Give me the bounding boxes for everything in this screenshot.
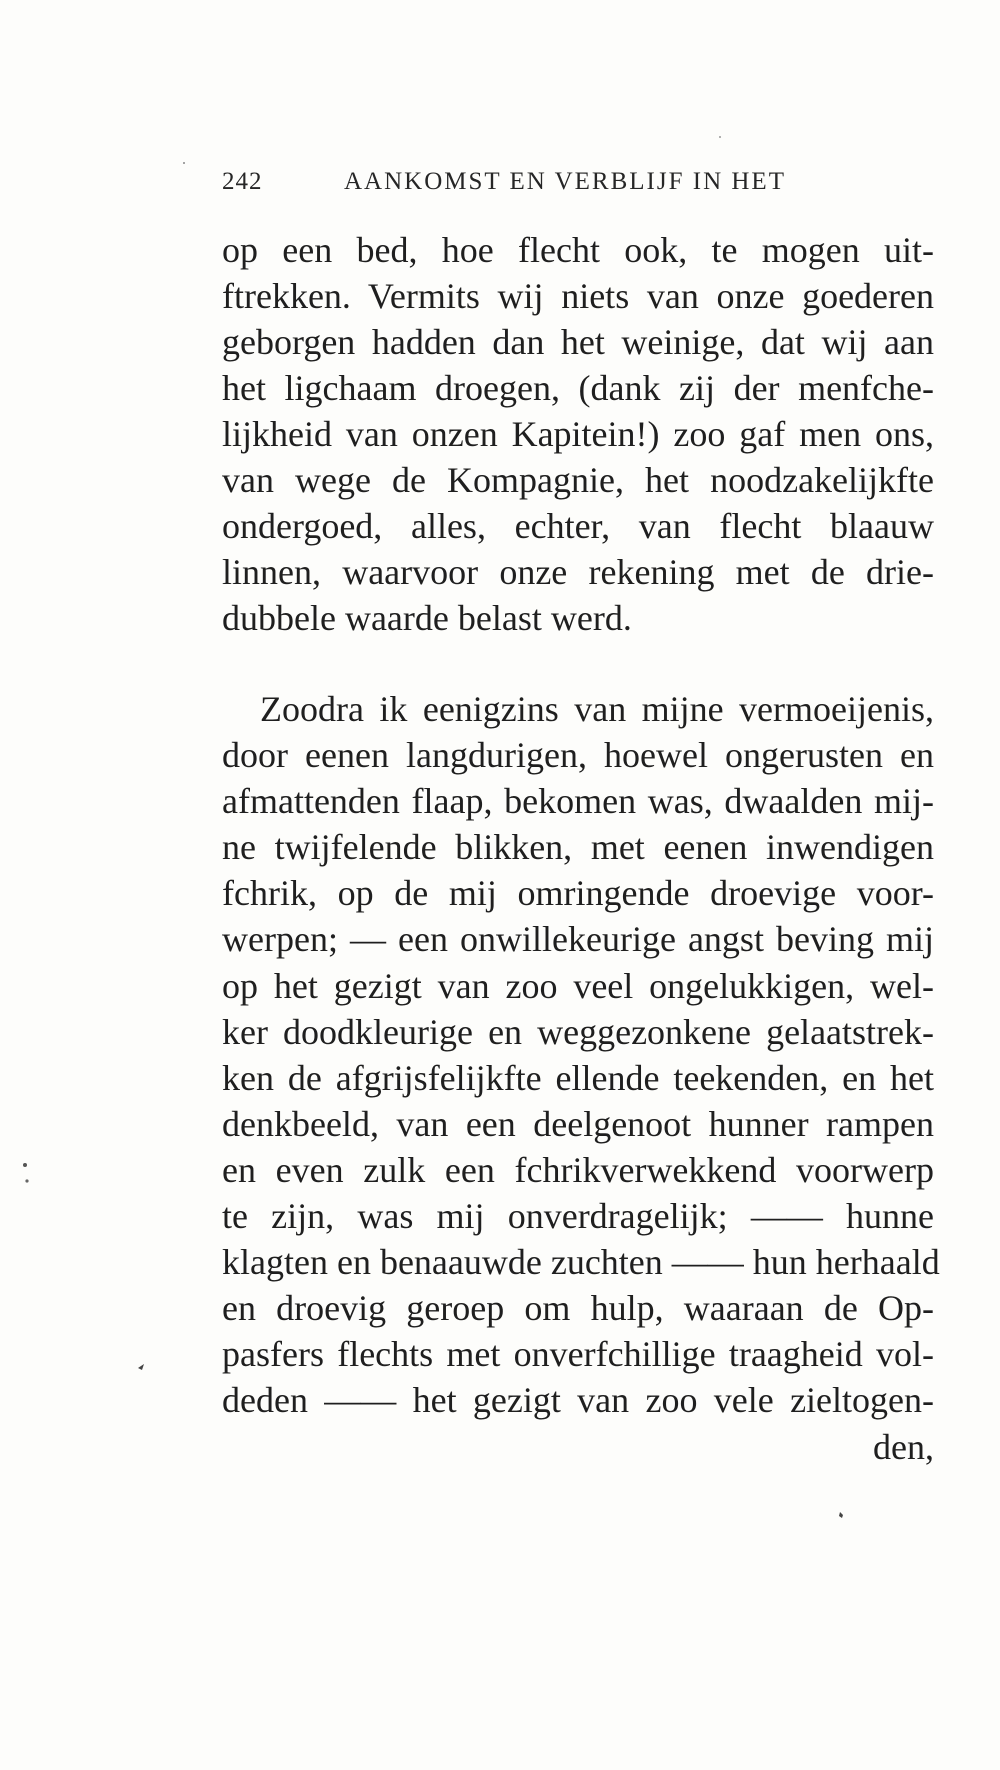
text-line: linnen, waarvoor onze rekening met de drie- [222, 552, 934, 592]
speck [23, 1163, 27, 1167]
running-head-title: AANKOMST EN VERBLIJF IN HET [344, 168, 786, 195]
text-line: pasfers flechts met onverfchillige traagheid vol- [222, 1334, 934, 1375]
text-line: ondergoed, alles, echter, van flecht blaauw [222, 506, 934, 546]
text-line: den, [873, 1426, 934, 1467]
page-number: 242 [222, 168, 263, 195]
speck [183, 162, 185, 164]
speck [138, 1364, 144, 1370]
text-line: denkbeeld, van een deelgenoot hunner rampen [222, 1103, 934, 1144]
text-line: geborgen hadden dan het weinige, dat wij aan [222, 322, 934, 362]
text-line: fchrik, op de mij omringende droevige voor- [222, 873, 934, 914]
text-line: van wege de Kompagnie, het noodzakelijkfte [222, 460, 934, 500]
text-line: ken de afgrijsfelijkfte ellende teekenden, en het [222, 1057, 934, 1098]
text-line: op een bed, hoe flecht ook, te mogen uit- [222, 230, 934, 270]
text-line: Zoodra ik eenigzins van mijne vermoeijenis, [260, 689, 934, 729]
text-line: en droevig geroep om hulp, waaraan de Op- [222, 1288, 934, 1329]
text-line: het ligchaam droegen, (dank zij der menfche- [222, 368, 934, 408]
text-line: op het gezigt van zoo veel ongelukkigen, wel- [222, 965, 934, 1006]
text-line: afmattenden flaap, bekomen was, dwaalden mij- [222, 781, 934, 822]
speck [719, 136, 721, 138]
speck [839, 1512, 843, 1518]
paragraph-1 [222, 227, 934, 641]
speck [25, 1179, 28, 1182]
text-line: ftrekken. Vermits wij niets van onze goederen [222, 276, 934, 316]
text-line: en even zulk een fchrikverwekkend voorwerp [222, 1149, 934, 1190]
text-line: ne twijfelende blikken, met eenen inwendigen [222, 827, 934, 868]
running-head [222, 168, 802, 204]
paragraph-2 [222, 686, 940, 1470]
text-line: dubbele waarde belast werd. [222, 598, 632, 638]
text-line: lijkheid van onzen Kapitein!) zoo gaf men ons, [222, 414, 934, 454]
text-line: te zijn, was mij onverdragelijk; —— hunne [222, 1196, 934, 1237]
text-line: werpen; — een onwillekeurige angst beving mij [222, 919, 934, 960]
text-line: door eenen langdurigen, hoewel ongerusten en [222, 735, 934, 776]
text-line: klagten en benaauwde zuchten —— hun herhaald [222, 1242, 940, 1283]
text-line: deden —— het gezigt van zoo vele zieltogen- [222, 1380, 934, 1421]
text-line: ker doodkleurige en weggezonkene gelaatstrek- [222, 1011, 934, 1052]
